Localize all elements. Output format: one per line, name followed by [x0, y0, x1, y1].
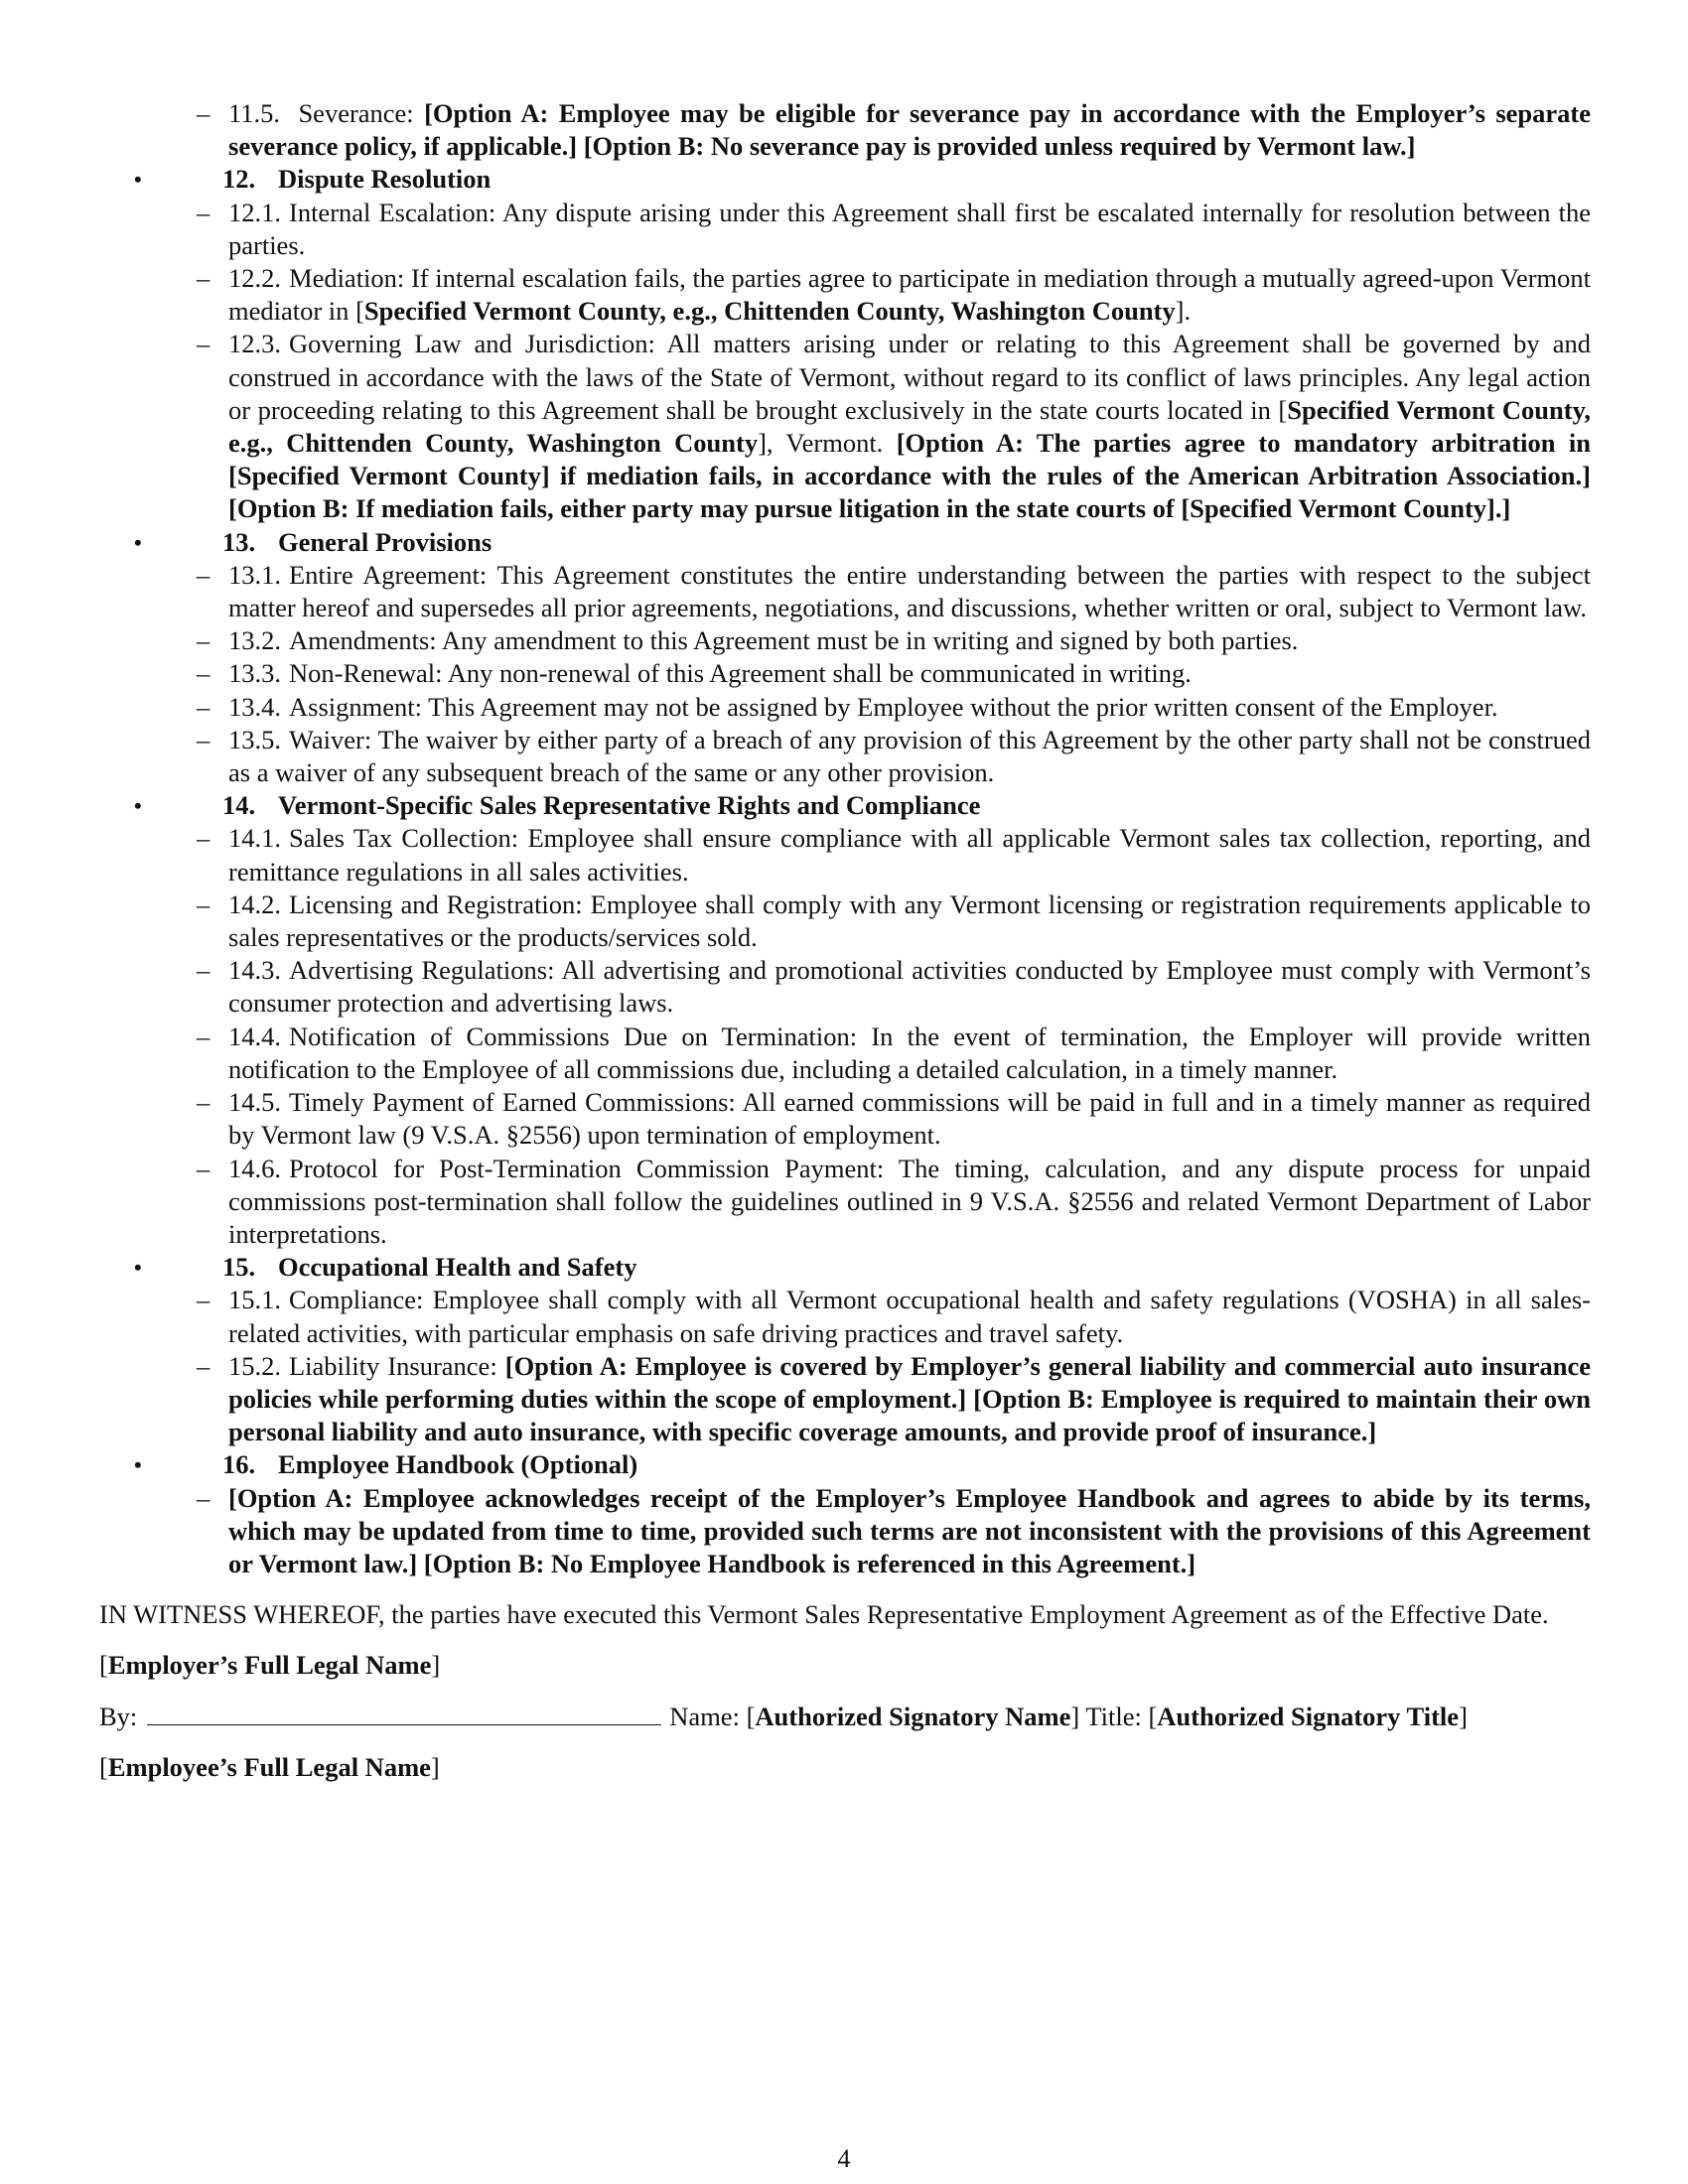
clause-13-5: – 13.5. Waiver: The waiver by either party of a breach of any provision of this Agreement by the other party shall not be construed as a waiver of any subsequent breach of the same or any other provision.: [197, 724, 1591, 788]
clause-14-2: – 14.2. Licensing and Registration: Employee shall comply with any Vermont licensing or registration requirements applicable to sales representatives or the products/services sold.: [197, 888, 1591, 953]
signature-line[interactable]: [147, 1703, 661, 1725]
employee-name-placeholder: [Employee’s Full Legal Name]: [99, 1751, 440, 1782]
clause-14-5: – 14.5. Timely Payment of Earned Commissions: All earned commissions will be paid in full and in a timely manner as required by Vermont law (9 V.S.A. §2556) upon termination of employment.: [197, 1087, 1591, 1151]
clause-14-4: – 14.4. Notification of Commissions Due on Termination: In the event of termination, the Employer will provide written notification to the Employee of all commissions due, including a detailed calculation, in a timely manner.: [197, 1021, 1591, 1084]
clause-13-2: – 13.2. Amendments: Any amendment to this Agreement must be in writing and signed by both parties.: [197, 625, 1299, 656]
clause-13-4: – 13.4. Assignment: This Agreement may not be assigned by Employee without the prior written consent of the Employer.: [197, 691, 1498, 722]
section-12-heading: • 12. Dispute Resolution: [134, 164, 492, 195]
section-14-heading: • 14. Vermont-Specific Sales Representative Rights and Compliance: [134, 790, 981, 821]
clause-13-1: – 13.1. Entire Agreement: This Agreement constitutes the entire understanding between the parties with respect to the subject matter hereof and supersedes all prior agreements, negotiations, and discussions, whether written or oral, subject to Vermont law.: [197, 559, 1591, 623]
clause-14-6: – 14.6. Protocol for Post-Termination Commission Payment: The timing, calculation, and any dispute process for unpaid commissions post-termination shall follow the guidelines outlined in 9 V.S.A. §2556 and related Vermont Department of Labor interpretations.: [197, 1153, 1591, 1249]
witness-statement: IN WITNESS WHEREOF, the parties have executed this Vermont Sales Representative Employment Agreement as of the Effective Date.: [99, 1599, 1549, 1630]
clause-12-1: – 12.1. Internal Escalation: Any dispute arising under this Agreement shall first be escalated internally for resolution between the parties.: [197, 197, 1591, 260]
clause-15-2: – 15.2. Liability Insurance: [Option A: Employee is covered by Employer’s general liability and commercial auto insurance policies while performing duties within the scope of employment.] [Option B: Employee is required to maintain their own personal liability and auto insurance, with specific coverage amounts, and provide proof of insurance.]: [197, 1350, 1592, 1447]
page-number: 4: [837, 2144, 851, 2173]
clause-14-3: – 14.3. Advertising Regulations: All advertising and promotional activities conducted by Employee must comply with Vermont’s consumer protection and advertising laws.: [197, 955, 1591, 1019]
section-15-heading: • 15. Occupational Health and Safety: [134, 1252, 637, 1283]
clause-14-1: – 14.1. Sales Tax Collection: Employee shall ensure compliance with all applicable Vermont sales tax collection, reporting, and remittance regulations in all sales activities.: [197, 823, 1591, 887]
section-13-heading: • 13. General Provisions: [134, 526, 492, 557]
section-16-heading: • 16. Employee Handbook (Optional): [134, 1449, 638, 1480]
clause-15-1: – 15.1. Compliance: Employee shall comply with all Vermont occupational health and safety regulations (VOSHA) in all sales-related activities, with particular emphasis on safe driving practices and travel safety.: [197, 1285, 1591, 1348]
clause-12-2: – 12.2. Mediation: If internal escalation fails, the parties agree to participate in mediation through a mutually agreed-upon Vermont mediator in [Specified Vermont County, e.g., Chittenden County, Washington County].: [197, 263, 1591, 327]
employer-name-placeholder: [Employer’s Full Legal Name]: [99, 1650, 441, 1681]
clause-11-5: – 11.5. Severance: [Option A: Employee may be eligible for severance pay in accordance with the Employer’s separate severance policy, if applicable.] [Option B: No severance pay is provided unless required by Vermont law.]: [197, 98, 1592, 162]
clause-12-3: – 12.3. Governing Law and Jurisdiction: All matters arising under or relating to this Agreement shall be governed by and construed in accordance with the laws of the State of Vermont, without regard to its conflict of laws principles. Any legal action or proceeding relating to this Agreement shall be brought exclusively in the state courts located in [Specified Vermont County, e.g., Chittenden County, Washington County], Vermont. [Option A: The parties agree to mandatory arbitration in [Specified Vermont County] if mediation fails, in accordance with the rules of the American Arbitration Association.] [Option B: If mediation fails, either party may pursue litigation in the state courts of [Specified Vermont County].]: [197, 329, 1592, 524]
clause-13-3: – 13.3. Non-Renewal: Any non-renewal of this Agreement shall be communicated in writing.: [197, 658, 1192, 689]
clause-16: – [Option A: Employee acknowledges receipt of the Employer’s Employee Handbook and agrees to abide by its terms, which may be updated from time to time, provided such terms are not inconsistent with the provisions of this Agreement or Vermont law.] [Option B: No Employee Handbook is referenced in this Agreement.]: [197, 1482, 1591, 1578]
document-body: [99, 97, 1591, 1784]
signature-block: By: Name: [Authorized Signatory Name] Title: [Authorized Signatory Title]: [99, 1701, 1468, 1731]
